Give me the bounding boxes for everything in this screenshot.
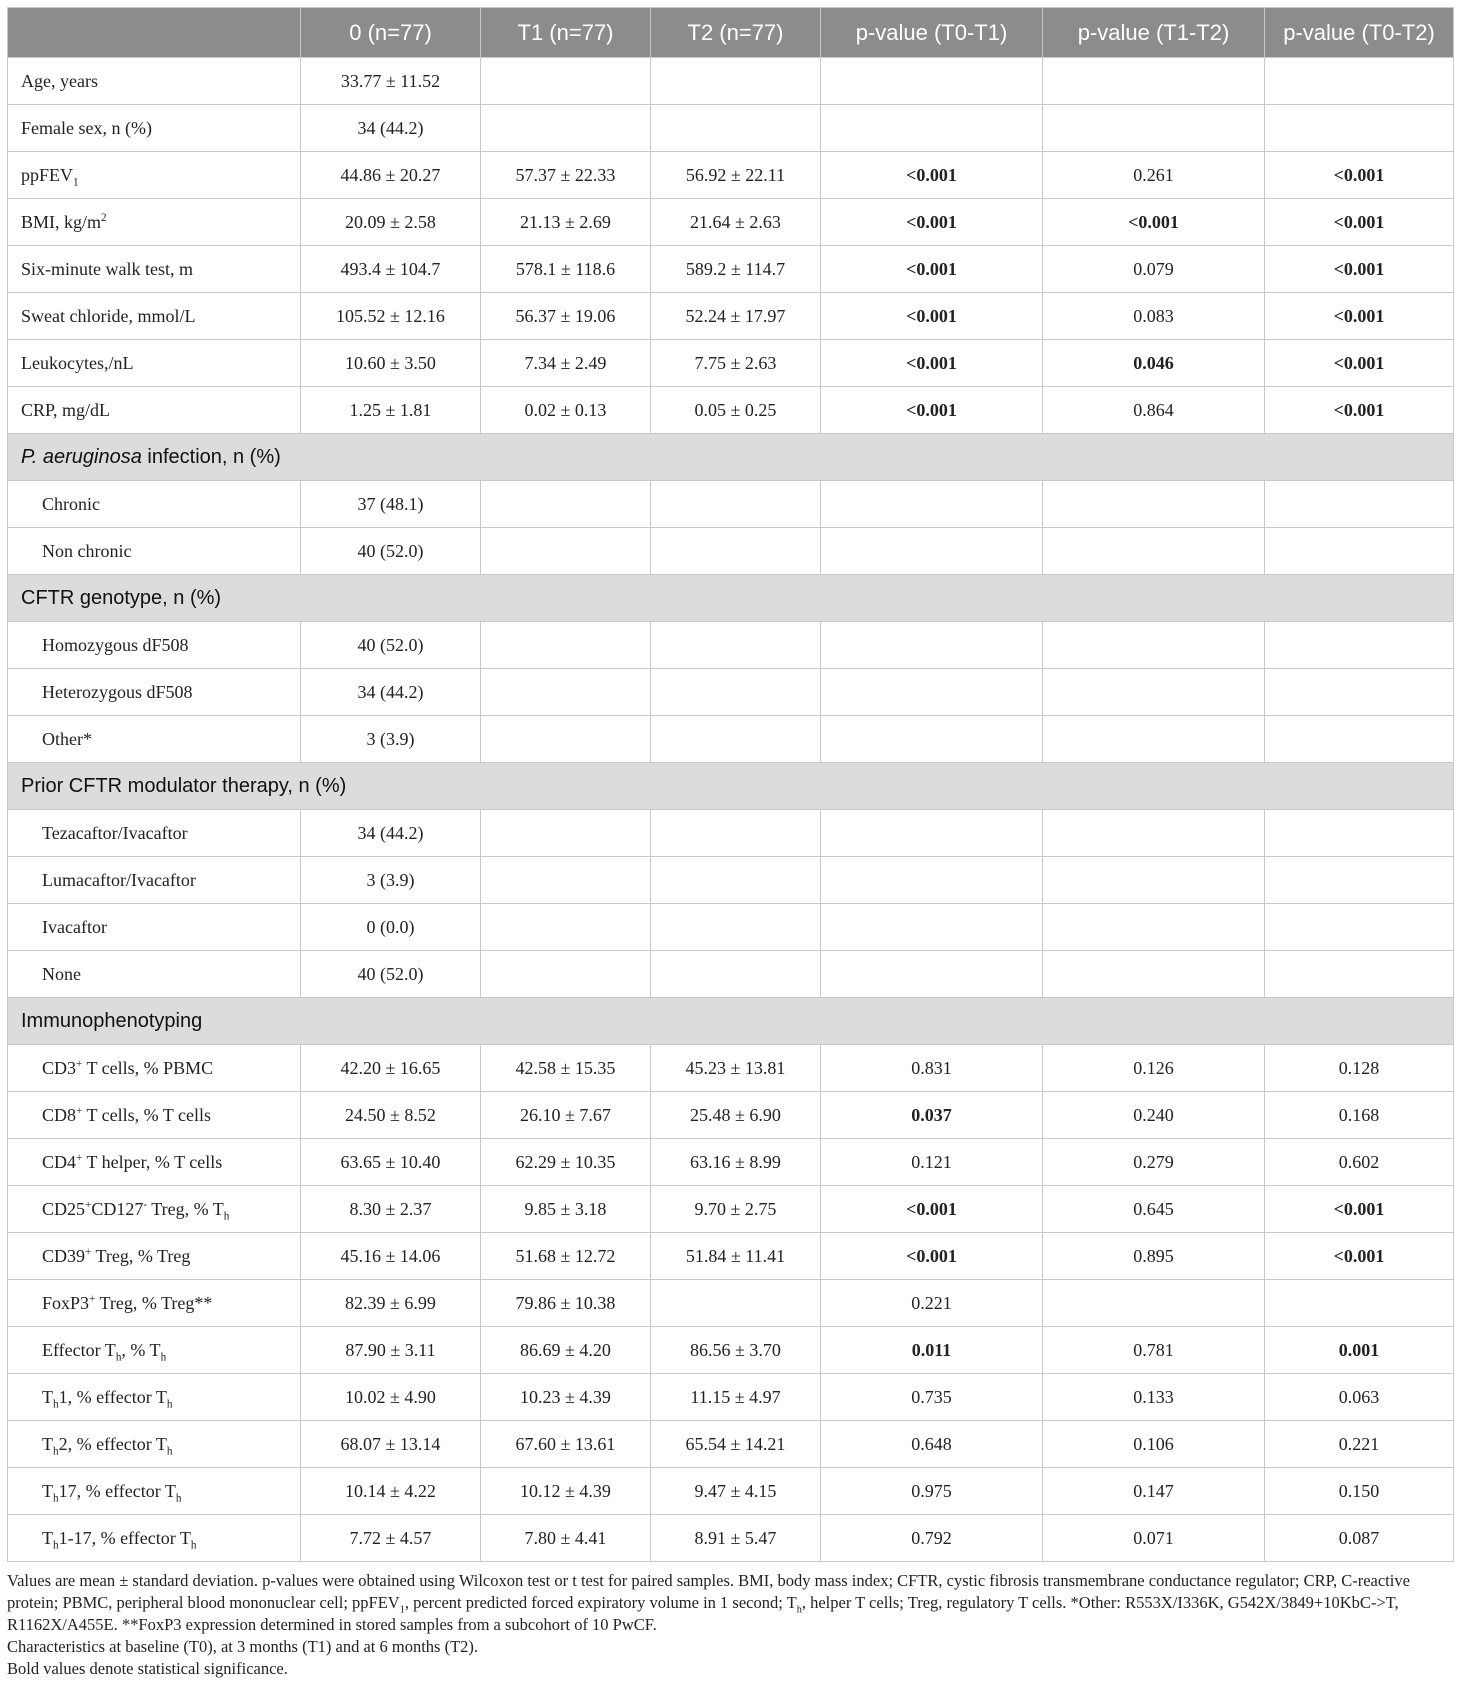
table-row xyxy=(8,199,1454,246)
table-row xyxy=(8,293,1454,340)
table-cell xyxy=(481,528,651,575)
table-row xyxy=(8,152,1454,199)
table-cell xyxy=(1043,528,1265,575)
table-cell xyxy=(1265,669,1454,716)
table-cell: 7.75 ± 2.63 xyxy=(651,340,821,387)
table-cell: <0.001 xyxy=(821,152,1043,199)
table-cell: 589.2 ± 114.7 xyxy=(651,246,821,293)
table-cell: 42.58 ± 15.35 xyxy=(481,1045,651,1092)
row-label: $T_h1$, % effector $T_h$ xyxy=(8,1374,301,1421)
table-cell: 65.54 ± 14.21 xyxy=(651,1421,821,1468)
table-cell: 9.70 ± 2.75 xyxy=(651,1186,821,1233)
table-cell xyxy=(651,481,821,528)
table-cell xyxy=(1265,105,1454,152)
table-cell: 0.168 xyxy=(1265,1092,1454,1139)
table-cell xyxy=(651,904,821,951)
table-cell: 25.48 ± 6.90 xyxy=(651,1092,821,1139)
table-cell xyxy=(1265,481,1454,528)
table-cell xyxy=(1265,716,1454,763)
table-row xyxy=(8,951,1454,998)
table-cell xyxy=(481,622,651,669)
header-row xyxy=(8,8,1454,58)
table-cell: 45.16 ± 14.06 xyxy=(301,1233,481,1280)
table-cell: <0.001 xyxy=(821,293,1043,340)
row-label: CD3+ T cells, % PBMC xyxy=(8,1045,301,1092)
table-cell: 0.221 xyxy=(821,1280,1043,1327)
table-cell xyxy=(1043,58,1265,105)
row-label: Heterozygous dF508 xyxy=(8,669,301,716)
table-cell: 0.011 xyxy=(821,1327,1043,1374)
table-cell: <0.001 xyxy=(1265,152,1454,199)
table-cell: 40 (52.0) xyxy=(301,528,481,575)
table-cell: 21.64 ± 2.63 xyxy=(651,199,821,246)
table-row xyxy=(8,810,1454,857)
table-cell xyxy=(1265,1280,1454,1327)
row-label: Chronic xyxy=(8,481,301,528)
table-cell: 10.02 ± 4.90 xyxy=(301,1374,481,1421)
table-cell: 0.602 xyxy=(1265,1139,1454,1186)
header-cell-label xyxy=(8,8,301,58)
table-cell xyxy=(821,857,1043,904)
table-cell xyxy=(481,857,651,904)
row-label: Non chronic xyxy=(8,528,301,575)
row-label: Six-minute walk test, m xyxy=(8,246,301,293)
table-cell: 0.037 xyxy=(821,1092,1043,1139)
table-cell: 86.69 ± 4.20 xyxy=(481,1327,651,1374)
table-cell: 0.126 xyxy=(1043,1045,1265,1092)
table-cell xyxy=(1043,105,1265,152)
table-cell: 1.25 ± 1.81 xyxy=(301,387,481,434)
row-label: CD8+ T cells, % T cells xyxy=(8,1092,301,1139)
table-cell: 9.47 ± 4.15 xyxy=(651,1468,821,1515)
header-cell-5: p-value (T1-T2) xyxy=(1043,8,1265,58)
row-label: Homozygous dF508 xyxy=(8,622,301,669)
table-cell xyxy=(1265,528,1454,575)
table-cell: 21.13 ± 2.69 xyxy=(481,199,651,246)
table-cell xyxy=(1043,622,1265,669)
table-cell xyxy=(1043,669,1265,716)
section-row xyxy=(8,434,1454,481)
table-row xyxy=(8,528,1454,575)
table-row xyxy=(8,1421,1454,1468)
table-row xyxy=(8,1092,1454,1139)
table-cell: 7.72 ± 4.57 xyxy=(301,1515,481,1562)
table-cell: <0.001 xyxy=(1265,1233,1454,1280)
table-cell xyxy=(821,58,1043,105)
table-cell: 0.071 xyxy=(1043,1515,1265,1562)
caption: Characteristics at baseline (T0), at 3 months (T1) and at 6 months (T2). xyxy=(7,1637,479,1656)
table-cell: 0.792 xyxy=(821,1515,1043,1562)
characteristics-table xyxy=(7,7,1454,1562)
table-cell: 34 (44.2) xyxy=(301,105,481,152)
table-cell: <0.001 xyxy=(821,340,1043,387)
table-cell: 20.09 ± 2.58 xyxy=(301,199,481,246)
table-cell: <0.001 xyxy=(1043,199,1265,246)
table-cell xyxy=(651,58,821,105)
table-cell: 7.80 ± 4.41 xyxy=(481,1515,651,1562)
table-cell xyxy=(651,716,821,763)
table-cell: 34 (44.2) xyxy=(301,669,481,716)
row-label: $T_h1-17$, % effector $T_h$ xyxy=(8,1515,301,1562)
table-cell: 0.106 xyxy=(1043,1421,1265,1468)
row-label: CD25+CD127- Treg, % $T_h$ xyxy=(8,1186,301,1233)
section-label: Immunophenotyping xyxy=(8,998,1454,1045)
table-body xyxy=(8,58,1454,1562)
row-label: Age, years xyxy=(8,58,301,105)
table-cell: 0.781 xyxy=(1043,1327,1265,1374)
table-cell: <0.001 xyxy=(1265,199,1454,246)
row-label: $T_h17$, % effector $T_h$ xyxy=(8,1468,301,1515)
table-cell: 0.147 xyxy=(1043,1468,1265,1515)
row-label: Tezacaftor/Ivacaftor xyxy=(8,810,301,857)
table-cell: 56.92 ± 22.11 xyxy=(651,152,821,199)
table-row xyxy=(8,716,1454,763)
row-label: Ivacaftor xyxy=(8,904,301,951)
table-cell: 0.087 xyxy=(1265,1515,1454,1562)
table-cell: 0.735 xyxy=(821,1374,1043,1421)
table-cell: 0.083 xyxy=(1043,293,1265,340)
table-cell: 0.221 xyxy=(1265,1421,1454,1468)
section-label: CFTR genotype, n (%) xyxy=(8,575,1454,622)
table-cell: <0.001 xyxy=(821,387,1043,434)
table-cell: <0.001 xyxy=(1265,293,1454,340)
table-cell xyxy=(1043,716,1265,763)
table-cell: 0.150 xyxy=(1265,1468,1454,1515)
table-row xyxy=(8,904,1454,951)
table-header xyxy=(8,8,1454,58)
table-cell: 0.279 xyxy=(1043,1139,1265,1186)
table-cell xyxy=(1265,857,1454,904)
table-cell: 3 (3.9) xyxy=(301,857,481,904)
table-cell xyxy=(651,951,821,998)
row-label: Other* xyxy=(8,716,301,763)
row-label: Sweat chloride, mmol/L xyxy=(8,293,301,340)
table-cell xyxy=(481,716,651,763)
header-cell-6: p-value (T0-T2) xyxy=(1265,8,1454,58)
table-row xyxy=(8,387,1454,434)
table-cell xyxy=(481,481,651,528)
table-cell xyxy=(1265,951,1454,998)
table-cell xyxy=(651,1280,821,1327)
table-row xyxy=(8,1468,1454,1515)
table-cell: 0.001 xyxy=(1265,1327,1454,1374)
section-label: P. aeruginosa infection, n (%) xyxy=(8,434,1454,481)
table-cell: 33.77 ± 11.52 xyxy=(301,58,481,105)
table-cell: 63.16 ± 8.99 xyxy=(651,1139,821,1186)
table-cell xyxy=(481,669,651,716)
table-cell xyxy=(821,622,1043,669)
header-cell-1: 0 (n=77) xyxy=(301,8,481,58)
table-cell: <0.001 xyxy=(1265,387,1454,434)
table-cell: 42.20 ± 16.65 xyxy=(301,1045,481,1092)
table-document xyxy=(7,7,1453,1680)
table-cell xyxy=(651,857,821,904)
table-cell: 26.10 ± 7.67 xyxy=(481,1092,651,1139)
section-label: Prior CFTR modulator therapy, n (%) xyxy=(8,763,1454,810)
table-cell xyxy=(481,951,651,998)
row-label: $T_h2$, % effector $T_h$ xyxy=(8,1421,301,1468)
table-cell xyxy=(481,58,651,105)
table-cell: <0.001 xyxy=(821,246,1043,293)
row-label: ppFEV$_1$ xyxy=(8,152,301,199)
table-cell: 9.85 ± 3.18 xyxy=(481,1186,651,1233)
table-cell xyxy=(651,105,821,152)
row-label: BMI, $kg/m^2$ xyxy=(8,199,301,246)
table-cell xyxy=(821,528,1043,575)
table-cell: 8.30 ± 2.37 xyxy=(301,1186,481,1233)
table-row xyxy=(8,1374,1454,1421)
table-cell: 8.91 ± 5.47 xyxy=(651,1515,821,1562)
table-cell: 40 (52.0) xyxy=(301,622,481,669)
table-cell: 24.50 ± 8.52 xyxy=(301,1092,481,1139)
table-cell: 0 (0.0) xyxy=(301,904,481,951)
table-cell: 57.37 ± 22.33 xyxy=(481,152,651,199)
table-cell xyxy=(1043,904,1265,951)
table-cell xyxy=(821,669,1043,716)
table-cell: 51.68 ± 12.72 xyxy=(481,1233,651,1280)
table-cell: 63.65 ± 10.40 xyxy=(301,1139,481,1186)
table-cell: 45.23 ± 13.81 xyxy=(651,1045,821,1092)
table-cell xyxy=(1043,810,1265,857)
table-notes xyxy=(7,1570,1453,1680)
table-row xyxy=(8,857,1454,904)
table-row xyxy=(8,481,1454,528)
table-cell: 82.39 ± 6.99 xyxy=(301,1280,481,1327)
header-cell-4: p-value (T0-T1) xyxy=(821,8,1043,58)
table-cell xyxy=(651,622,821,669)
table-cell: 11.15 ± 4.97 xyxy=(651,1374,821,1421)
table-cell: 37 (48.1) xyxy=(301,481,481,528)
table-cell xyxy=(821,716,1043,763)
table-cell: 79.86 ± 10.38 xyxy=(481,1280,651,1327)
table-cell: <0.001 xyxy=(1265,340,1454,387)
table-cell: 0.975 xyxy=(821,1468,1043,1515)
table-cell: 67.60 ± 13.61 xyxy=(481,1421,651,1468)
table-cell: <0.001 xyxy=(1265,246,1454,293)
table-cell xyxy=(1265,622,1454,669)
table-cell xyxy=(1265,904,1454,951)
table-cell xyxy=(1043,481,1265,528)
table-cell: 578.1 ± 118.6 xyxy=(481,246,651,293)
table-cell: 0.121 xyxy=(821,1139,1043,1186)
table-cell xyxy=(651,669,821,716)
footnote: Values are mean ± standard deviation. p-values were obtained using Wilcoxon test or t test for paired samples. BMI, body mass index; CFTR, cystic fibrosis transmembrane conductance regulator; CRP, C-reactive protein; PBMC, peripheral blood mononuclear cell; ppFEV$_1$, percent predicted forced expiratory volume in 1 second; $T_h$, helper T cells; Treg, regulatory T cells. *Other: R553X/I336K, G542X/3849+10KbC->T, R1162X/A455E. **FoxP3 expression determined in stored samples from a subcohort of 10 PwCF. xyxy=(7,1571,1410,1634)
table-cell: 0.831 xyxy=(821,1045,1043,1092)
table-cell xyxy=(821,105,1043,152)
table-cell: 0.079 xyxy=(1043,246,1265,293)
row-label: CRP, mg/dL xyxy=(8,387,301,434)
table-cell xyxy=(1265,810,1454,857)
table-row xyxy=(8,1327,1454,1374)
table-row xyxy=(8,669,1454,716)
table-cell xyxy=(481,810,651,857)
section-row xyxy=(8,998,1454,1045)
section-row xyxy=(8,575,1454,622)
row-label: CD39+ Treg, % Treg xyxy=(8,1233,301,1280)
table-row xyxy=(8,105,1454,152)
table-cell: 7.34 ± 2.49 xyxy=(481,340,651,387)
table-row xyxy=(8,1233,1454,1280)
table-cell: 493.4 ± 104.7 xyxy=(301,246,481,293)
row-label: Leukocytes,/nL xyxy=(8,340,301,387)
table-row xyxy=(8,1515,1454,1562)
table-cell: 51.84 ± 11.41 xyxy=(651,1233,821,1280)
table-cell xyxy=(1265,58,1454,105)
table-row xyxy=(8,340,1454,387)
table-cell: <0.001 xyxy=(821,1186,1043,1233)
row-label: Female sex, n (%) xyxy=(8,105,301,152)
table-cell: <0.001 xyxy=(821,1233,1043,1280)
table-row xyxy=(8,246,1454,293)
table-cell: 10.14 ± 4.22 xyxy=(301,1468,481,1515)
row-label: Effector $T_h$, % $T_h$ xyxy=(8,1327,301,1374)
table-row xyxy=(8,1139,1454,1186)
table-cell: 0.133 xyxy=(1043,1374,1265,1421)
row-label: None xyxy=(8,951,301,998)
table-cell: 68.07 ± 13.14 xyxy=(301,1421,481,1468)
table-cell xyxy=(481,904,651,951)
table-cell: 0.063 xyxy=(1265,1374,1454,1421)
row-label: CD4+ T helper, % T cells xyxy=(8,1139,301,1186)
table-cell xyxy=(1043,857,1265,904)
table-cell xyxy=(821,810,1043,857)
row-label: FoxP3+ Treg, % Treg** xyxy=(8,1280,301,1327)
table-cell: 56.37 ± 19.06 xyxy=(481,293,651,340)
table-cell xyxy=(651,528,821,575)
table-cell: 0.05 ± 0.25 xyxy=(651,387,821,434)
table-cell: <0.001 xyxy=(821,199,1043,246)
table-cell: 10.23 ± 4.39 xyxy=(481,1374,651,1421)
section-row xyxy=(8,763,1454,810)
table-cell: 34 (44.2) xyxy=(301,810,481,857)
table-cell: 44.86 ± 20.27 xyxy=(301,152,481,199)
significance-note: Bold values denote statistical significance. xyxy=(7,1659,288,1678)
header-cell-2: T1 (n=77) xyxy=(481,8,651,58)
table-cell: 86.56 ± 3.70 xyxy=(651,1327,821,1374)
table-cell: 62.29 ± 10.35 xyxy=(481,1139,651,1186)
table-cell: <0.001 xyxy=(1265,1186,1454,1233)
table-cell xyxy=(481,105,651,152)
table-row xyxy=(8,622,1454,669)
table-cell: 0.864 xyxy=(1043,387,1265,434)
table-cell xyxy=(651,810,821,857)
table-cell: 105.52 ± 12.16 xyxy=(301,293,481,340)
table-cell: 40 (52.0) xyxy=(301,951,481,998)
table-row xyxy=(8,58,1454,105)
table-cell: 0.046 xyxy=(1043,340,1265,387)
table-cell xyxy=(1043,1280,1265,1327)
table-cell xyxy=(1043,951,1265,998)
table-cell: 0.895 xyxy=(1043,1233,1265,1280)
row-label: Lumacaftor/Ivacaftor xyxy=(8,857,301,904)
table-cell xyxy=(821,951,1043,998)
table-cell: 10.12 ± 4.39 xyxy=(481,1468,651,1515)
table-row xyxy=(8,1280,1454,1327)
header-cell-3: T2 (n=77) xyxy=(651,8,821,58)
table-cell: 0.240 xyxy=(1043,1092,1265,1139)
table-cell xyxy=(821,904,1043,951)
table-row xyxy=(8,1186,1454,1233)
table-cell: 0.261 xyxy=(1043,152,1265,199)
table-cell: 0.128 xyxy=(1265,1045,1454,1092)
table-cell: 3 (3.9) xyxy=(301,716,481,763)
table-cell: 0.645 xyxy=(1043,1186,1265,1233)
table-row xyxy=(8,1045,1454,1092)
table-cell xyxy=(821,481,1043,528)
table-cell: 87.90 ± 3.11 xyxy=(301,1327,481,1374)
table-cell: 52.24 ± 17.97 xyxy=(651,293,821,340)
table-cell: 10.60 ± 3.50 xyxy=(301,340,481,387)
table-cell: 0.648 xyxy=(821,1421,1043,1468)
table-cell: 0.02 ± 0.13 xyxy=(481,387,651,434)
